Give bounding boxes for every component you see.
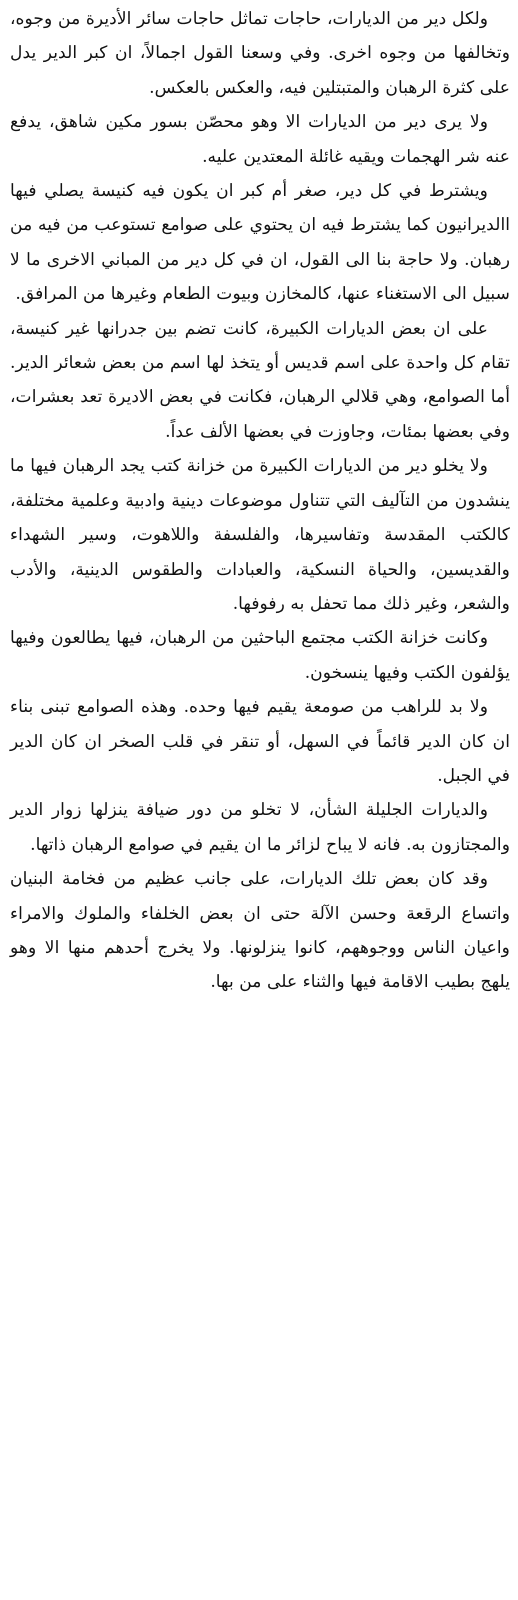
paragraph-library: ولا يخلو دير من الديارات الكبيرة من خزانة كتب يجد الرهبان فيها ما ينشدون من التآليف التي تتناول موضوعات دينية وادبية وعلمية مختلفة، كالكتب المقدسة وتفاسيرها، والفلسفة واللاهوت، وسير الشهداء والقديسين، والحياة النسكية، والعبادات والطقوس الدينية، والأدب والشعر، وغير ذلك مما تحفل به رفوفها. xyxy=(10,456,510,614)
paragraph-walls-intro: ولكل دير من الديارات، حاجات تماثل حاجات سائر الأديرة من وجوه، وتخالفها من وجوه اخرى. وفي وسعنا القول اجمالاً، ان كبر الدير يدل على كثرة الرهبان والمتبتلين فيه، والعكس بالعكس. xyxy=(10,9,510,98)
paragraph-large-monasteries: على ان بعض الديارات الكبيرة، كانت تضم بين جدرانها غير كنيسة، تقام كل واحدة على اسم قديس أو يتخذ لها اسم من بعض شعائر الدير. أما الصوامع، وهي قلالي الرهبان، فكانت في بعض الاديرة تعد بعشرات، وفي بعضها بمئات، وجاوزت في بعضها الألف عداً. xyxy=(10,318,510,442)
paragraph-grandeur: وقد كان بعض تلك الديارات، على جانب عظيم من فخامة البنيان واتساع الرقعة وحسن الآلة حتى ان بعض الخلفاء والملوك والامراء واعيان الناس ووجوههم، كانوا ينزلونها. ولا يخرج أحدهم منها الا وهو يلهج بطيب الاقامة فيها والثناء على من بها. xyxy=(10,869,510,993)
paragraph-church-and-cells: ويشترط في كل دير، صغر أم كبر ان يكون فيه كنيسة يصلي فيها االديرانيون كما يشترط فيه ان يحتوي على صوامع تستوعب من فيه من رهبان. ولا حاجة بنا الى القول، ان في كل دير من المباني الاخرى ما لا سبيل الى الاستغناء عنها، كالمخازن وبيوت الطعام وغيرها من المرافق. xyxy=(10,181,510,305)
paragraph-fortified-wall: ولا يرى دير من الديارات الا وهو محصّن بسور مكين شاهق، يدفع عنه شر الهجمات ويقيه غائلة المعتدين عليه. xyxy=(10,112,510,167)
paragraph-monk-cell: ولا بد للراهب من صومعة يقيم فيها وحده. وهذه الصوامع تبنى بناء ان كان الدير قائماً في السهل، أو تنقر في قلب الصخر ان كان الدير في الجبل. xyxy=(10,697,510,786)
paragraph-guest-houses: والديارات الجليلة الشأن، لا تخلو من دور ضيافة ينزلها زوار الدير والمجتازون به. فانه لا يباح لزائر ما ان يقيم في صوامع الرهبان ذاتها. xyxy=(10,800,510,855)
paragraph-library-gathering: وكانت خزانة الكتب مجتمع الباحثين من الرهبان، فيها يطالعون وفيها يؤلفون الكتب وفيها ينسخون. xyxy=(10,628,510,683)
